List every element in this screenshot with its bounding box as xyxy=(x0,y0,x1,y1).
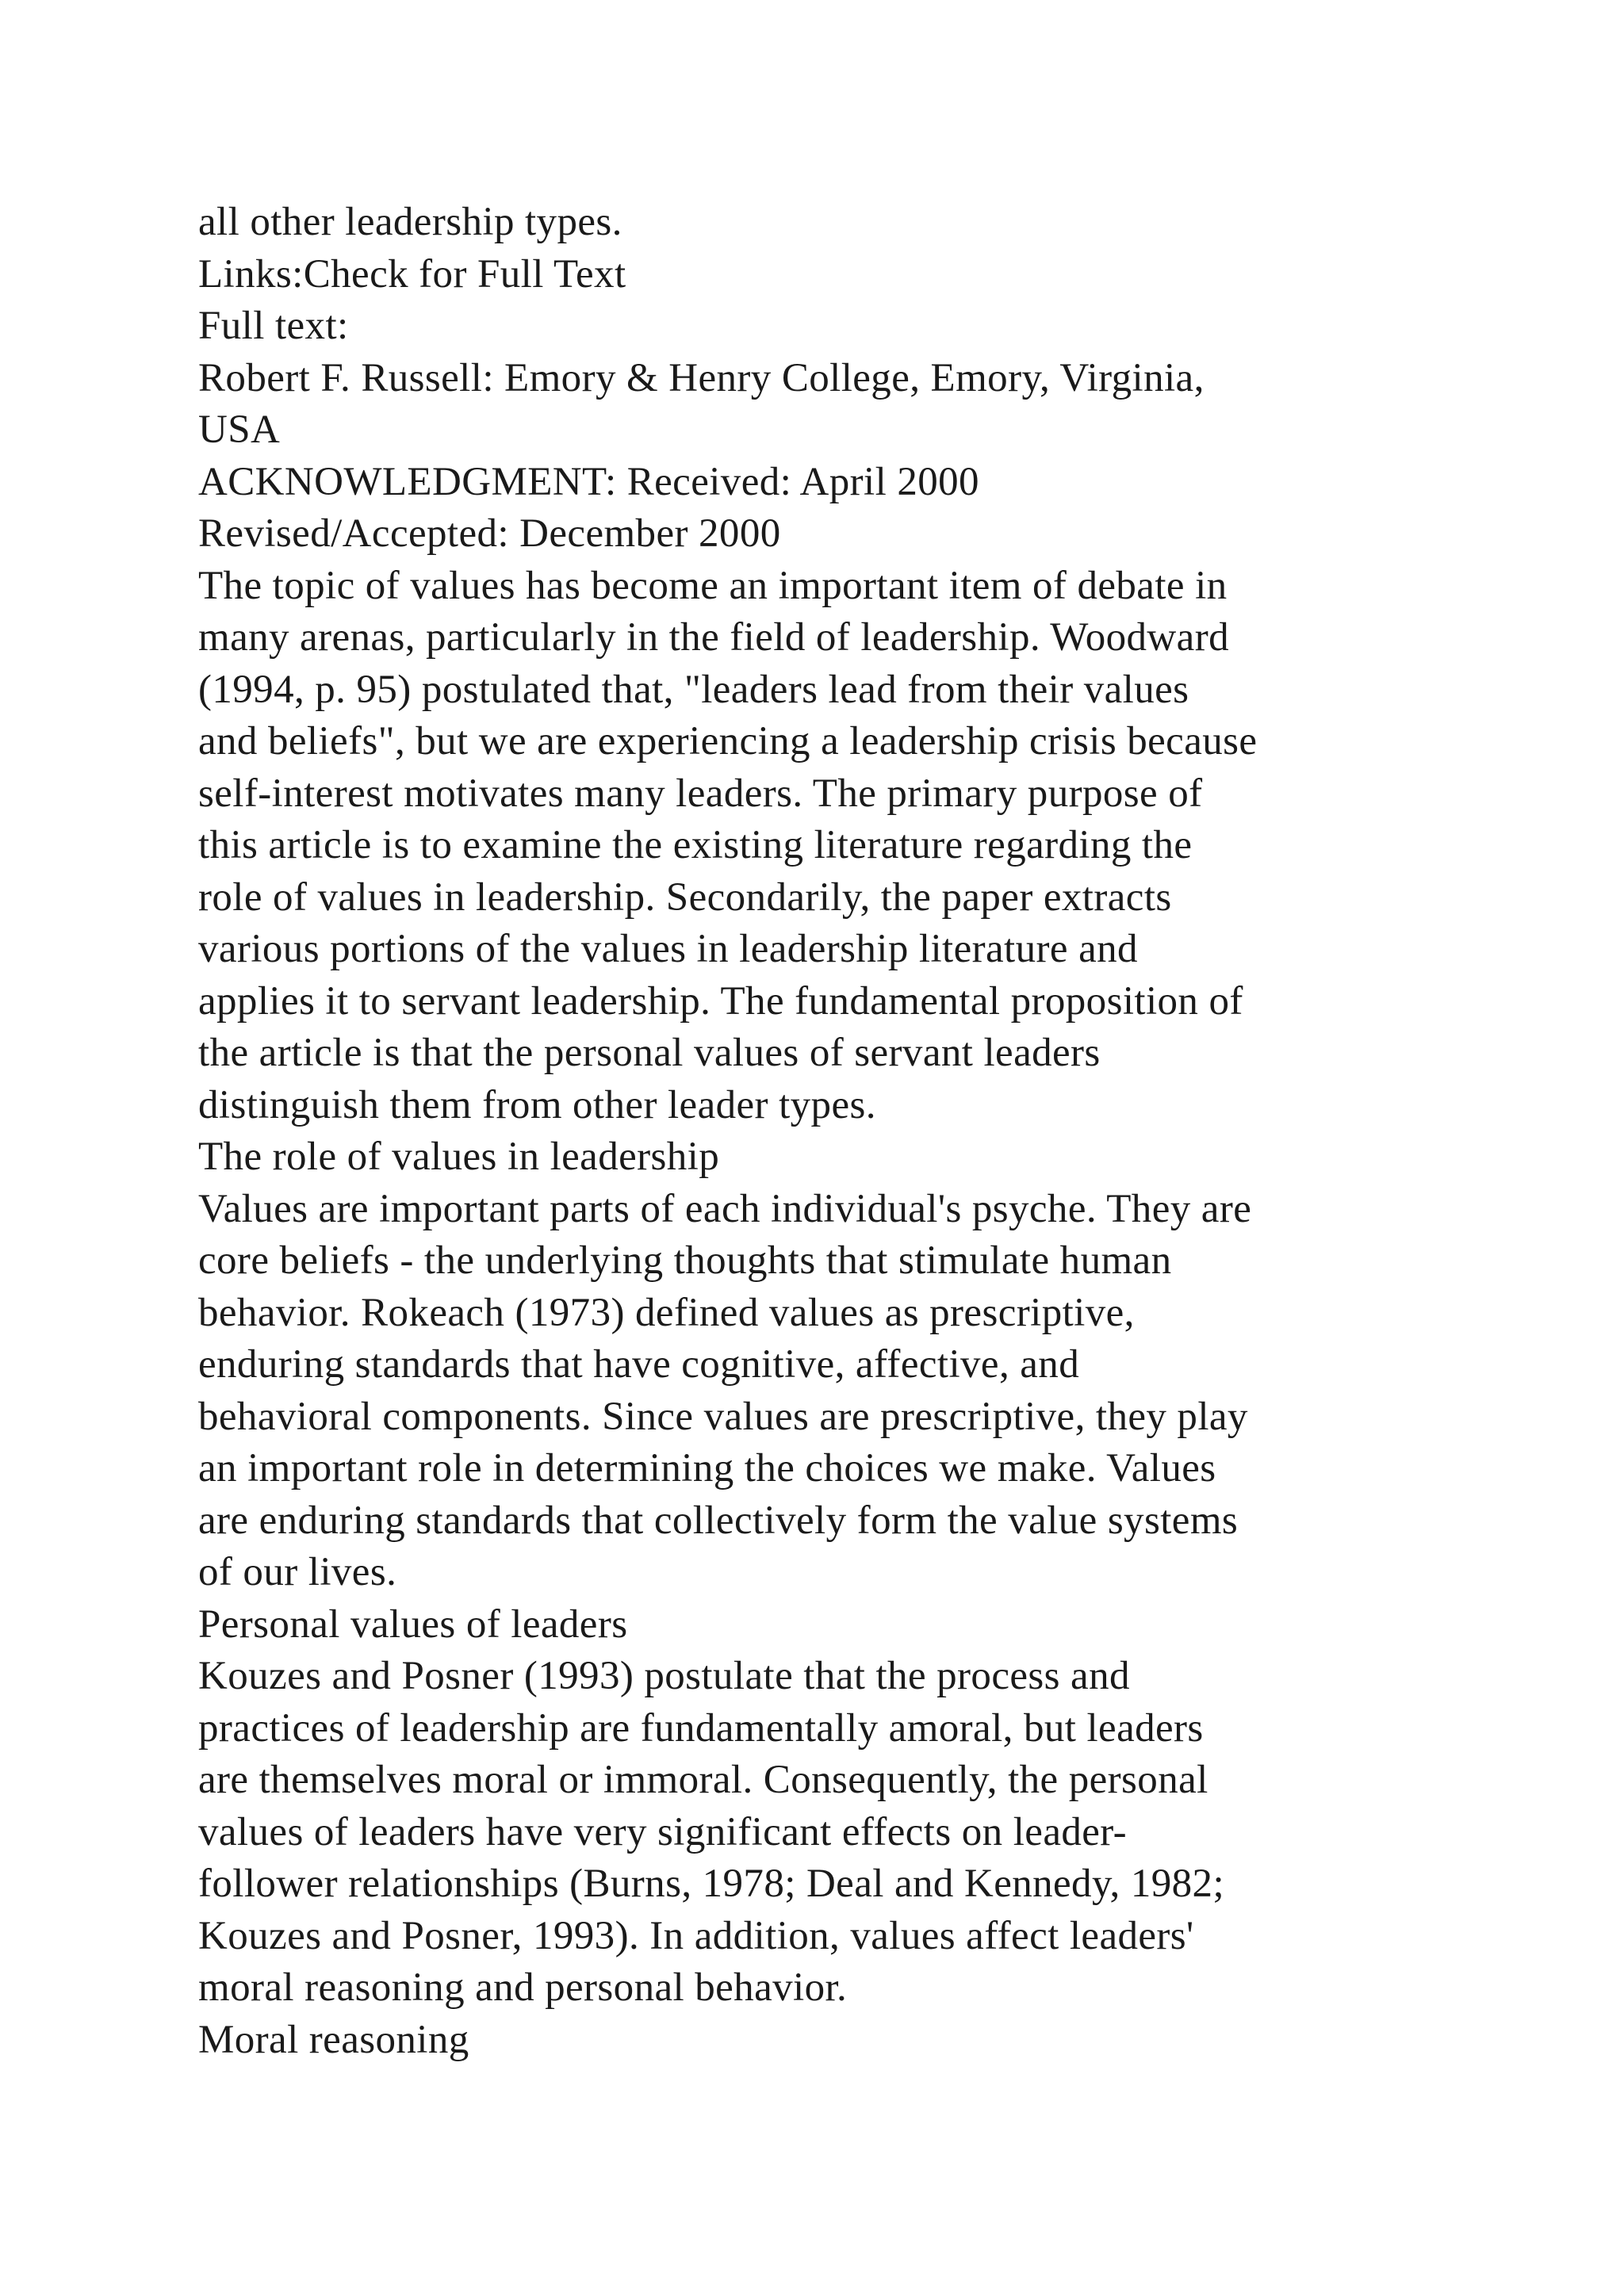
acknowledgment-revised: Revised/Accepted: December 2000 xyxy=(198,511,781,556)
text-line: distinguish them from other leader types. xyxy=(198,1082,876,1127)
acknowledgment-received: ACKNOWLEDGMENT: Received: April 2000 xyxy=(198,459,979,504)
section-heading: Personal values of leaders xyxy=(198,1601,628,1647)
text-line: The topic of values has become an important item of debate in xyxy=(198,563,1228,608)
text-line: moral reasoning and personal behavior. xyxy=(198,1965,848,2010)
text-line: self-interest motivates many leaders. The primary purpose of xyxy=(198,771,1203,816)
text-line: the article is that the personal values of servant leaders xyxy=(198,1031,1101,1075)
author-affiliation-country: USA xyxy=(198,408,281,452)
text-line: all other leadership types. xyxy=(198,200,622,244)
text-line: Values are important parts of each individual's psyche. They are xyxy=(198,1186,1252,1231)
document-text xyxy=(198,197,1499,2066)
section-heading: Moral reasoning xyxy=(198,2017,469,2062)
text-line: practices of leadership are fundamentally amoral, but leaders xyxy=(198,1705,1204,1751)
text-line: many arenas, particularly in the field of leadership. Woodward xyxy=(198,615,1229,660)
text-line: enduring standards that have cognitive, affective, and xyxy=(198,1342,1080,1387)
links-line[interactable]: Links:Check for Full Text xyxy=(198,251,626,297)
text-line: Kouzes and Posner, 1993). In addition, values affect leaders' xyxy=(198,1913,1194,1958)
text-line: an important role in determining the choices we make. Values xyxy=(198,1446,1216,1490)
text-line: role of values in leadership. Secondarily, the paper extracts xyxy=(198,874,1172,920)
text-line: Kouzes and Posner (1993) postulate that the process and xyxy=(198,1654,1130,1698)
text-line: applies it to servant leadership. The fundamental proposition of xyxy=(198,978,1243,1024)
author-affiliation: Robert F. Russell: Emory & Henry College, Emory, Virginia, xyxy=(198,355,1205,400)
text-line: are themselves moral or immoral. Consequently, the personal xyxy=(198,1758,1208,1802)
text-line: (1994, p. 95) postulated that, "leaders lead from their values xyxy=(198,667,1189,712)
text-line: various portions of the values in leadership literature and xyxy=(198,927,1138,971)
section-heading: The role of values in leadership xyxy=(198,1135,720,1179)
text-line: follower relationships (Burns, 1978; Deal and Kennedy, 1982; xyxy=(198,1862,1225,1906)
text-line: core beliefs - the underlying thoughts that stimulate human xyxy=(198,1238,1172,1283)
text-line: values of leaders have very significant effects on leader- xyxy=(198,1809,1128,1854)
text-line: behavior. Rokeach (1973) defined values as prescriptive, xyxy=(198,1290,1135,1335)
text-line: this article is to examine the existing literature regarding the xyxy=(198,823,1193,867)
text-line: and beliefs", but we are experiencing a leadership crisis because xyxy=(198,719,1258,763)
text-line: behavioral components. Since values are prescriptive, they play xyxy=(198,1394,1248,1439)
text-line: are enduring standards that collectively form the value systems xyxy=(198,1498,1239,1543)
full-text-label: Full text: xyxy=(198,304,349,348)
text-line: of our lives. xyxy=(198,1550,397,1594)
